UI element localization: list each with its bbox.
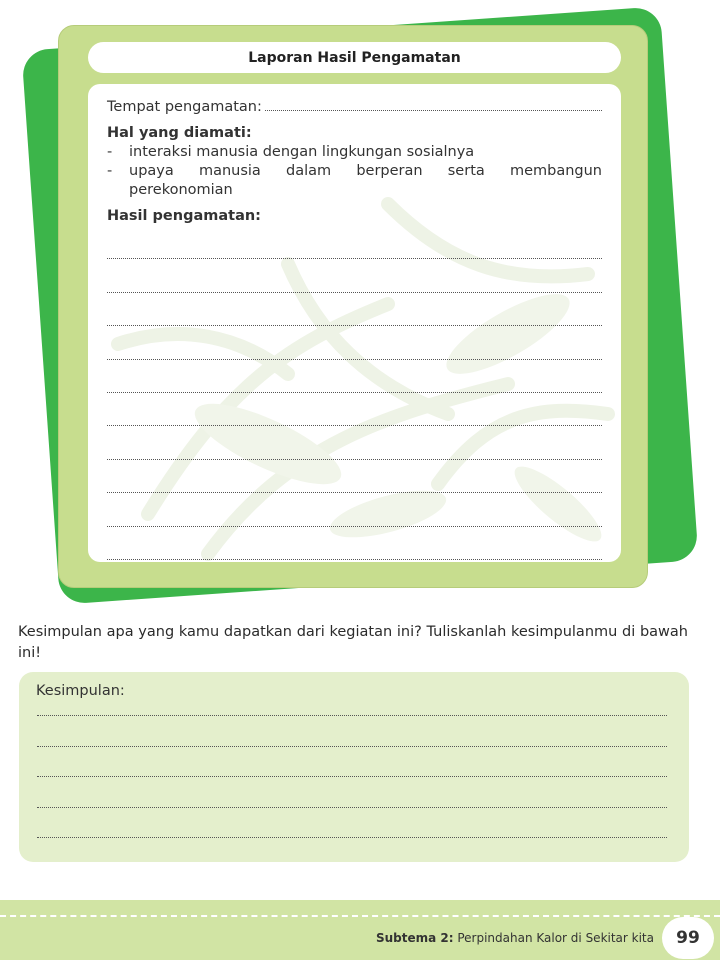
conclusion-question: Kesimpulan apa yang kamu dapatkan dari kegiatan ini? Tuliskanlah kesimpulanmu di bawah ini! — [18, 624, 688, 661]
results-answer-line — [107, 349, 602, 360]
observed-heading: Hal yang diamati: — [107, 125, 252, 141]
bullet-dash: - — [107, 144, 113, 160]
observed-item-text: interaksi manusia dengan lingkungan sosialnya — [129, 144, 475, 160]
results-answer-line — [107, 549, 602, 560]
observed-item — [107, 143, 602, 162]
footer-subtheme-title: Perpindahan Kalor di Sekitar kita — [453, 931, 654, 945]
results-answer-line — [107, 248, 602, 259]
results-answer-line — [107, 449, 602, 460]
location-field — [107, 98, 602, 117]
conclusion-answer-line — [37, 827, 667, 838]
results-answer-line — [107, 482, 602, 493]
conclusion-answer-line — [37, 736, 667, 747]
location-label: Tempat pengamatan: — [107, 99, 262, 115]
results-heading: Hasil pengamatan: — [107, 208, 261, 224]
page-number: 99 — [662, 917, 714, 959]
results-answer-line — [107, 282, 602, 293]
footer-subtheme-number: Subtema 2: — [375, 931, 454, 945]
footer-dashed-divider — [0, 915, 720, 917]
location-fill-line — [265, 98, 602, 111]
footer-subtheme — [376, 931, 654, 945]
observation-report-frame — [58, 25, 648, 588]
conclusion-answer-line — [37, 766, 667, 777]
observed-item-text: upaya manusia dalam berperan serta membangun perekonomian — [129, 163, 602, 198]
report-sheet — [88, 84, 621, 562]
conclusion-box — [19, 672, 689, 862]
conclusion-answer-line — [37, 705, 667, 716]
report-title: Laporan Hasil Pengamatan — [88, 42, 621, 73]
footer-band — [0, 900, 720, 960]
conclusion-label: Kesimpulan: — [36, 683, 125, 699]
results-answer-line — [107, 315, 602, 326]
observed-item — [107, 162, 602, 200]
conclusion-lines — [37, 705, 667, 838]
conclusion-answer-line — [37, 797, 667, 808]
results-answer-line — [107, 516, 602, 527]
results-answer-line — [107, 382, 602, 393]
results-answer-line — [107, 415, 602, 426]
bullet-dash: - — [107, 163, 113, 179]
results-lines — [107, 248, 602, 560]
